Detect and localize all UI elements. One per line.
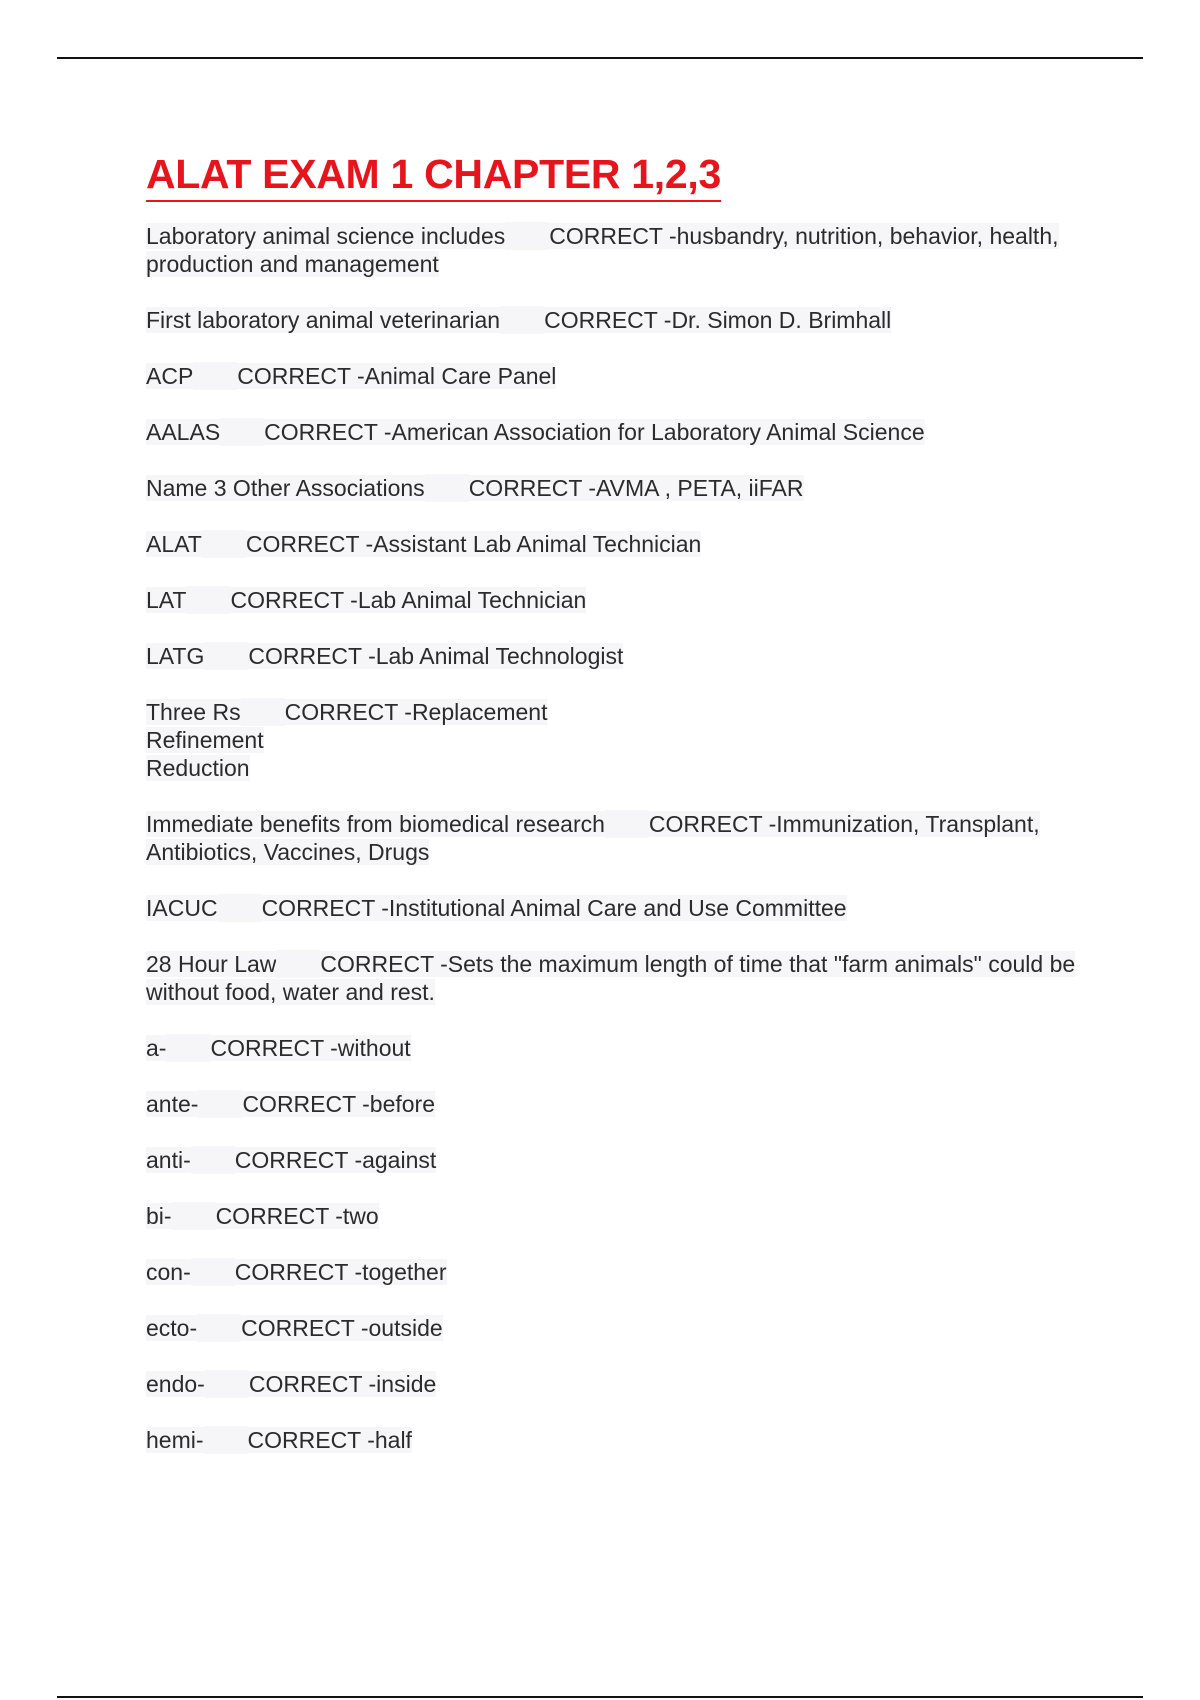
question-text: con- (146, 1259, 191, 1285)
question-text: Laboratory animal science includes (146, 223, 506, 249)
answer-text: CORRECT -against (234, 1147, 437, 1173)
question-text: ante- (146, 1091, 199, 1117)
answer-text: CORRECT -Lab Animal Technician (230, 587, 587, 613)
qa-item (146, 1034, 1106, 1062)
qa-item (146, 306, 1106, 334)
answer-text: CORRECT -AVMA , PETA, iiFAR (468, 475, 804, 501)
question-text: ecto- (146, 1315, 198, 1341)
question-answer-spacer (202, 530, 246, 558)
qa-item (146, 418, 1106, 446)
question-text: 28 Hour Law (146, 951, 277, 977)
qa-item (146, 362, 1106, 390)
qa-item (146, 698, 1106, 782)
question-text: LATG (146, 643, 205, 669)
answer-text: CORRECT -before (242, 1091, 436, 1117)
qa-item (146, 642, 1106, 670)
qa-item (146, 1370, 1106, 1398)
question-answer-spacer (425, 474, 469, 502)
answer-text: CORRECT -Animal Care Panel (237, 363, 557, 389)
question-text: AALAS (146, 419, 221, 445)
question-answer-spacer (241, 698, 285, 726)
question-answer-spacer (186, 586, 230, 614)
question-text: Three Rs (146, 699, 241, 725)
qa-item (146, 1426, 1106, 1454)
question-text: endo- (146, 1371, 205, 1397)
question-text: ALAT (146, 531, 202, 557)
answer-text: CORRECT -Lab Animal Technologist (248, 643, 624, 669)
answer-text: CORRECT -Replacement Refinement Reduction (146, 699, 548, 781)
answer-text: CORRECT -Sets the maximum length of time that "farm animals" could be without food, water and rest. (146, 951, 1076, 1005)
answer-text: CORRECT -Institutional Animal Care and Use Committee (261, 895, 847, 921)
qa-item (146, 530, 1106, 558)
question-answer-spacer (197, 1314, 241, 1342)
qa-list (146, 222, 1106, 1454)
qa-item (146, 950, 1106, 1006)
answer-text: CORRECT -Assistant Lab Animal Technician (245, 531, 702, 557)
question-answer-spacer (205, 1370, 249, 1398)
qa-item (146, 222, 1106, 278)
question-text: a- (146, 1035, 167, 1061)
question-answer-spacer (193, 362, 237, 390)
answer-text: CORRECT -inside (248, 1371, 437, 1397)
question-text: ACP (146, 363, 194, 389)
qa-item (146, 586, 1106, 614)
qa-item (146, 1258, 1106, 1286)
question-answer-spacer (276, 950, 320, 978)
question-answer-spacer (204, 642, 248, 670)
question-answer-spacer (198, 1090, 242, 1118)
answer-text: CORRECT -outside (241, 1315, 443, 1341)
document-body (146, 148, 1106, 1482)
answer-text: CORRECT -American Association for Laboratory Animal Science (264, 419, 925, 445)
question-answer-spacer (204, 1426, 248, 1454)
qa-item (146, 894, 1106, 922)
answer-text: CORRECT -two (215, 1203, 379, 1229)
qa-item (146, 810, 1106, 866)
question-text: bi- (146, 1203, 172, 1229)
bottom-rule (57, 1696, 1143, 1698)
question-answer-spacer (172, 1202, 216, 1230)
question-answer-spacer (218, 894, 262, 922)
question-answer-spacer (220, 418, 264, 446)
question-text: Immediate benefits from biomedical research (146, 811, 605, 837)
question-text: IACUC (146, 895, 218, 921)
answer-text: CORRECT -half (247, 1427, 412, 1453)
answer-text: CORRECT -Immunization, Transplant, Antibiotics, Vaccines, Drugs (146, 811, 1040, 865)
question-answer-spacer (505, 222, 549, 250)
question-text: hemi- (146, 1427, 204, 1453)
question-answer-spacer (605, 810, 649, 838)
qa-item (146, 1146, 1106, 1174)
question-text: anti- (146, 1147, 191, 1173)
question-text: Name 3 Other Associations (146, 475, 425, 501)
qa-item (146, 1202, 1106, 1230)
document-title: ALAT EXAM 1 CHAPTER 1,2,3 (146, 148, 721, 202)
answer-text: CORRECT -together (234, 1259, 447, 1285)
question-text: First laboratory animal veterinarian (146, 307, 501, 333)
qa-item (146, 1090, 1106, 1118)
qa-item (146, 474, 1106, 502)
question-answer-spacer (166, 1034, 210, 1062)
top-rule (57, 57, 1143, 59)
answer-text: CORRECT -husbandry, nutrition, behavior, health, production and management (146, 223, 1059, 277)
answer-text: CORRECT -without (210, 1035, 411, 1061)
answer-text: CORRECT -Dr. Simon D. Brimhall (544, 307, 892, 333)
question-answer-spacer (500, 306, 544, 334)
question-answer-spacer (191, 1146, 235, 1174)
question-text: LAT (146, 587, 187, 613)
qa-item (146, 1314, 1106, 1342)
question-answer-spacer (191, 1258, 235, 1286)
